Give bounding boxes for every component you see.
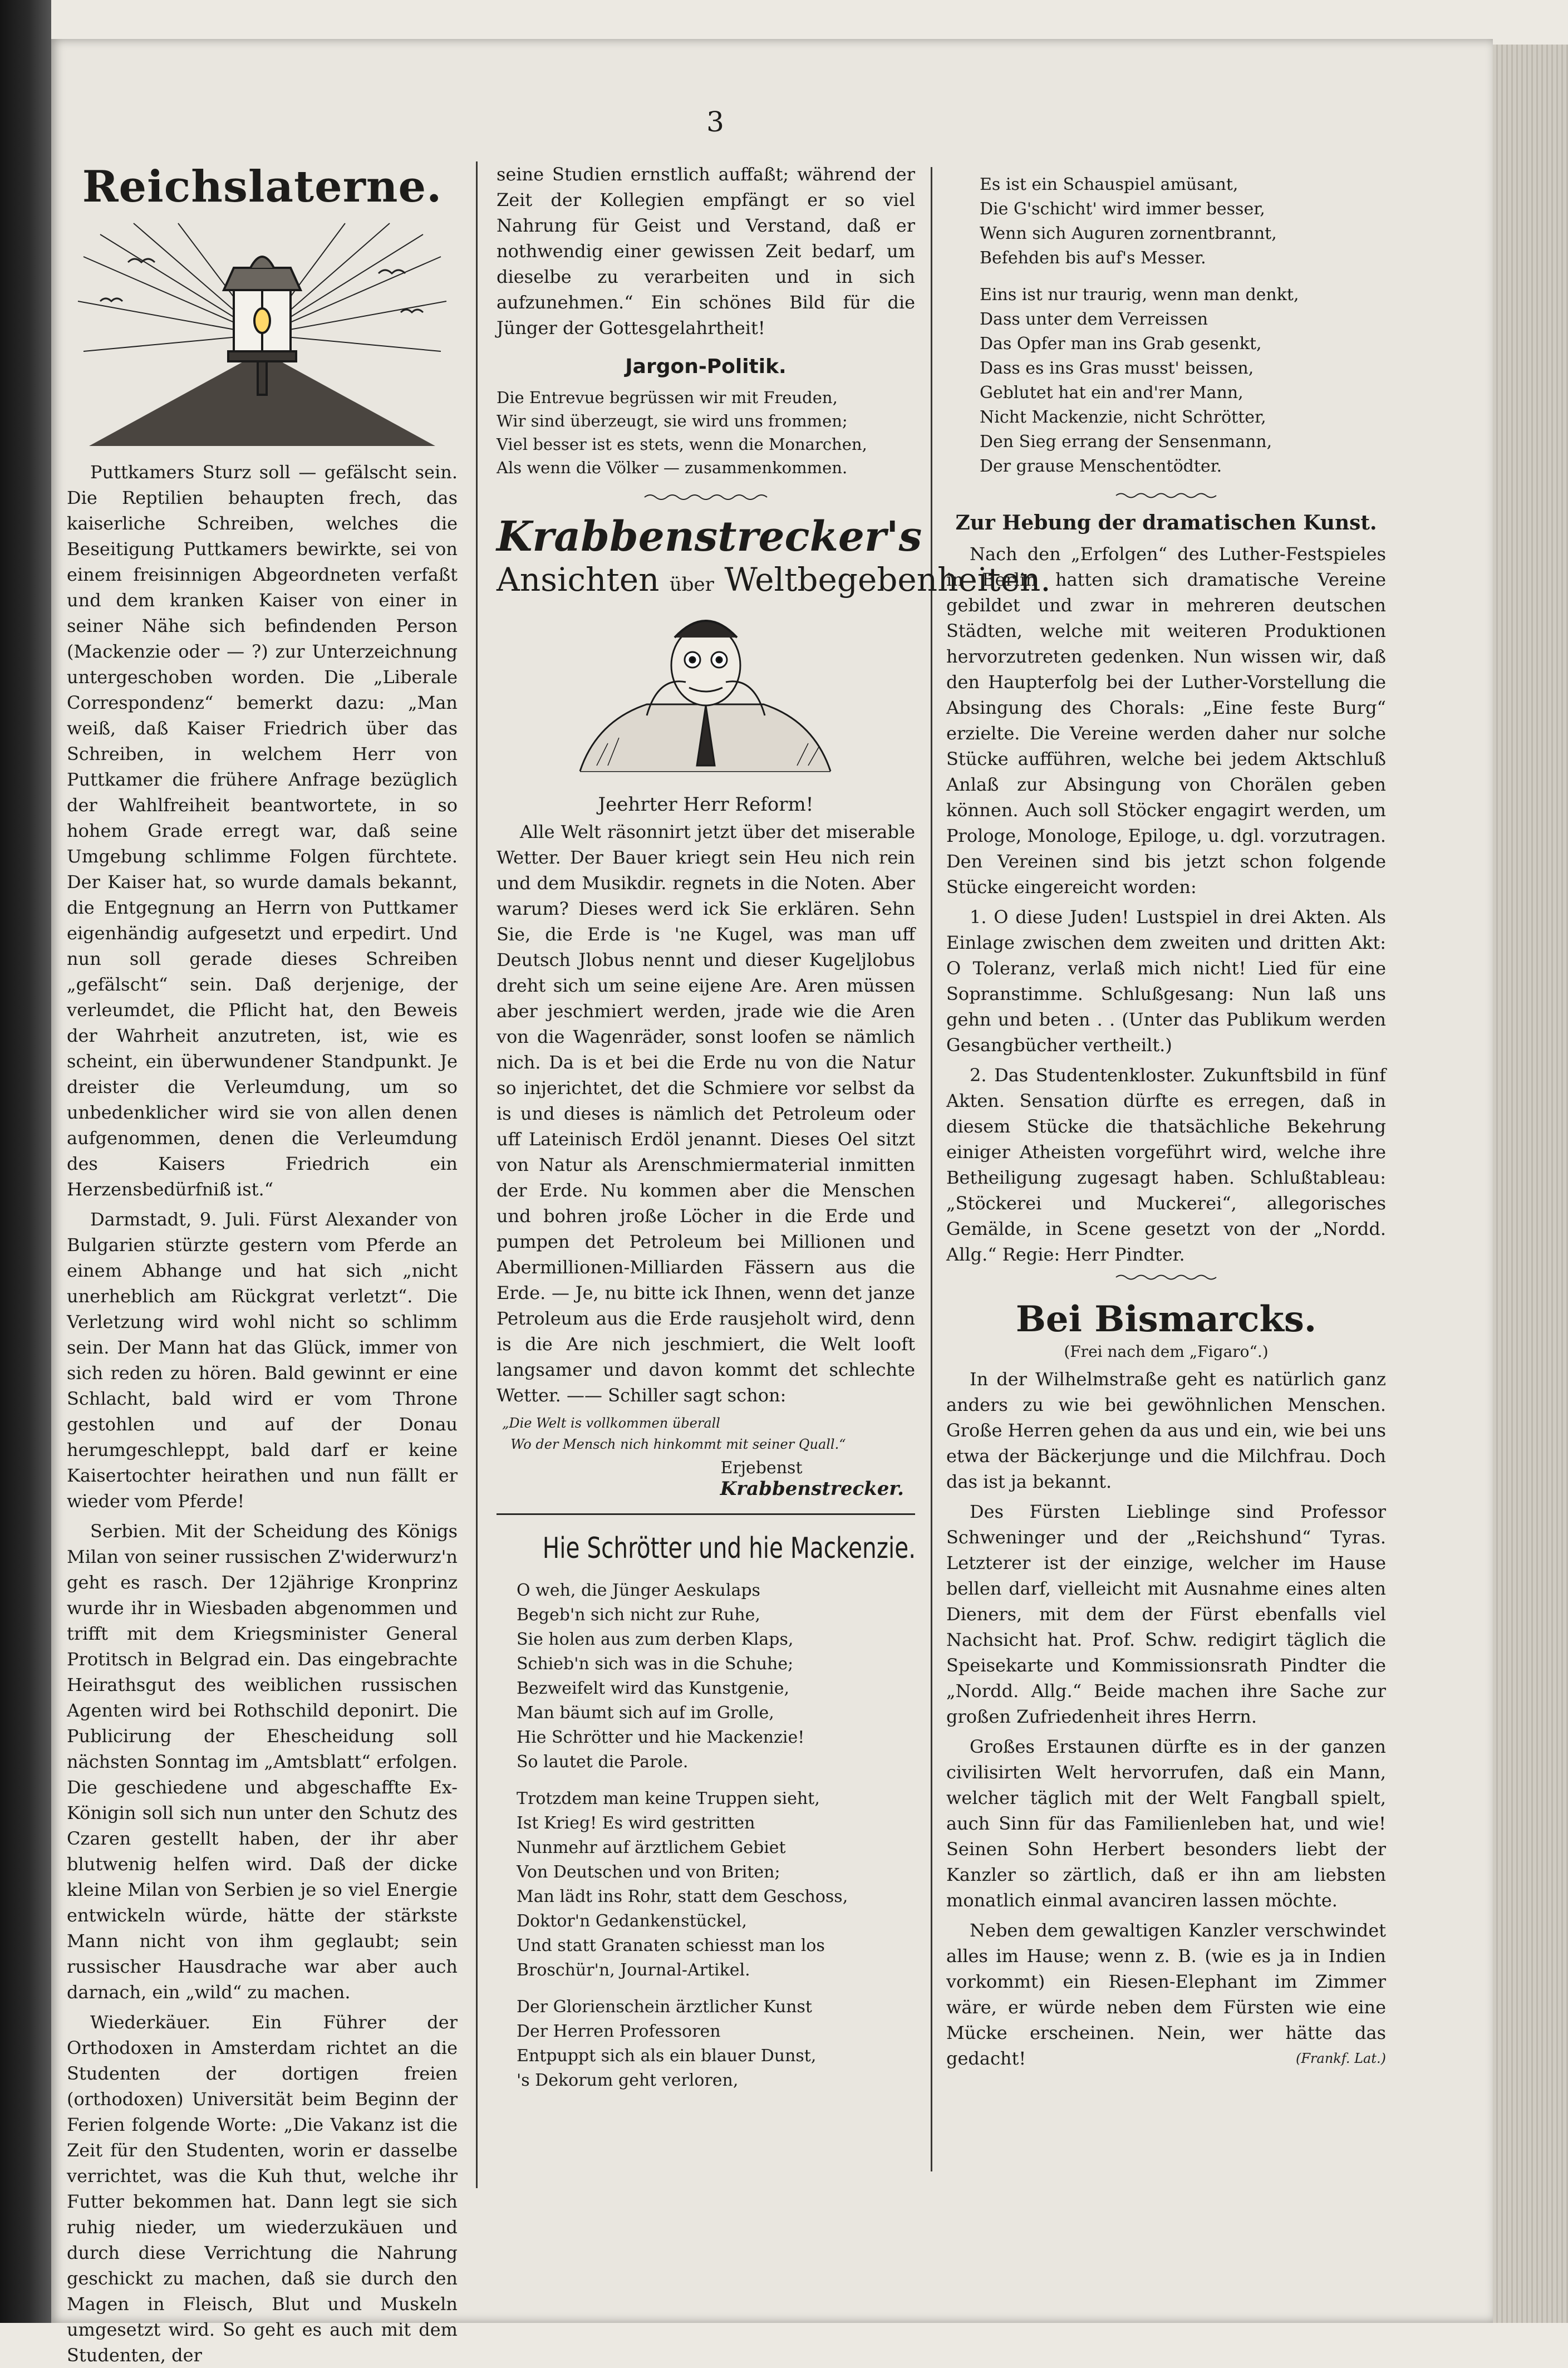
hie-verse-1: O weh, die Jünger Aeskulaps Begeb'n sich nicht zur Ruhe, Sie holen aus zum derben Klaps, Schieb'n sich was in die Schuhe; Bezweifelt wird das Kunstgenie, Man bäumt sich auf im Grolle, Hie Schrötter und hie Mackenzie! So lautet die Parole.: [517, 1581, 805, 1772]
article-wiederkaeuer: Wiederkäuer. Ein Führer der Orthodoxen in Amsterdam richtet an die Studenten der dortigen freien (orthodoxen) Universität beim Beginn der Ferien folgende Worte: „Die Vakanz ist die Zeit für den Studenten, worin er dasselbe verrichtet, was die Kuh thut, welche ihr Futter bekommen hat. Dann legt sie sich ruhig nieder, um wiederzukäuen und durch diese Verrichtung die Nahrung geschickt zu machen, daß sie durch den Magen in Fleisch, Blut und Muskeln umgesetzt wird. So geht es auch mit dem Studenten, der: [67, 2012, 458, 2366]
mackenzie-verse-5: Eins ist nur traurig, wenn man denkt, Dass unter dem Verreissen Das Opfer man ins Grab gesenkt, Dass es ins Gras musst' beissen, Geblutet hat ein and'rer Mann, Nicht Mackenzie, nicht Schrötter, Den Sieg errang der Sensenmann, Der grause Menschentödter.: [980, 285, 1299, 476]
subtitle-part: über: [669, 573, 714, 596]
letter-closing: Erjebenst: [720, 1458, 803, 1478]
bismarcks-subtitle: (Frei nach dem „Figaro“.): [1064, 1342, 1269, 1361]
subtitle-part: Ansichten: [497, 561, 660, 599]
ornament-divider: [1116, 491, 1216, 500]
hie-schroetter-title: Hie Schrötter und hie Mackenzie.: [542, 1532, 916, 1565]
bismarcks-title: Bei Bismarcks.: [1015, 1298, 1317, 1340]
lantern-illustration: [67, 223, 458, 457]
jargon-politik-verse: Die Entrevue begrüssen wir mit Freuden, Wir sind überzeugt, sie wird uns frommen; Viel besser ist es stets, wenn die Monarchen, Als wenn die Völker — zusammenkommen.: [497, 388, 867, 477]
hie-verse-3: Der Glorienschein ärztlicher Kunst Der Herren Professoren Entpuppt sich als ein blauer Dunst, 's Dekorum geht verloren,: [517, 1997, 817, 2090]
ornament-divider: [1116, 1273, 1216, 1282]
book-binding: [0, 0, 51, 2323]
bismarcks-paragraph: [946, 1918, 1386, 2071]
article-serbien: Serbien. Mit der Scheidung des Königs Milan von seiner russischen Z'widerwurz'n geht es rasch. Der 12jährige Kronprinz wurde ihr in Wiesbaden abgenommen und trifft mit dem Kriegsminister General Protitsch in Belgrad ein. Das eingebrachte Heirathsgut des weiblichen russischen Agenten wird bei Rothschild deponirt. Die Publicirung der Ehescheidung soll nächsten Sonntag im „Amtsblatt“ erfolgen. Die geschiedene und abgeschaffte Ex-Königin soll sich nun unter den Schutz des Czaren gestellt haben, der ihr aber blutwenig helfen wird. Daß der dicke kleine Milan von Serbien je so viel Energie entwickeln würde, hätte der stärkste Mann nicht von ihm geglaubt; sein russischer Hausdrache war aber auch darnach, ein „wild“ zu machen.: [67, 1521, 458, 2003]
column-rule: [931, 167, 932, 2171]
bismarcks-last-text: Neben dem gewaltigen Kanzler verschwindet alles im Hause; wenn z. B. (wie es ja in Indien vorkommt) ein Riesen-Elephant im Zimmer wäre, er würde neben dem Fürsten wie eine Mücke erscheinen. Nein, wer hätte das gedacht!: [946, 1920, 1386, 2069]
hebung-item-1: 1. O diese Juden! Lustspiel in drei Akten. Als Einlage zwischen dem zweiten und dritten Akt: O Toleranz, verlaß mich nicht! Lied für eine Sopranstimme. Schlußgesang: Nun laß uns gehn und beten . . (Unter das Publikum werden Gesangbücher vertheilt.): [946, 906, 1386, 1056]
krabbenstrecker-title: Krabbenstrecker's: [497, 513, 922, 561]
page-edges: [1493, 45, 1568, 2323]
letter-salutation: Jeehrter Herr Reform!: [598, 793, 814, 816]
column-3: [946, 161, 1386, 2188]
column-rule: [476, 161, 478, 2188]
hie-verse-2: Trotzdem man keine Truppen sieht, Ist Krieg! Es wird gestritten Nunmehr auf ärztlichem Gebiet Von Deutschen und von Briten; Man lädt ins Rohr, statt dem Geschoss, Doktor'n Gedankenstückel, Und statt Granaten schiesst man los Broschür'n, Journal-Artikel.: [517, 1789, 848, 1980]
article-darmstadt: Darmstadt, 9. Juli. Fürst Alexander von Bulgarien stürzte gestern vom Pferde an einem Abhange und hat sich „nicht unerheblich am Rückgrat verletzt“. Die Verletzung wird wohl nicht so schlimm sein. Der Mann hat das Glück, immer von sich reden zu hören. Bald gewinnt er eine Schlacht, bald wird er vom Throne gestohlen und auf der Donau herumgeschleppt, bald darf er keine Kaisertochter heirathen und nun fällt er wieder vom Pferde!: [67, 1209, 458, 1512]
hebung-title: Zur Hebung der dramatischen Kunst.: [955, 511, 1377, 535]
jargon-politik-title: Jargon-Politik.: [625, 355, 787, 378]
bismarcks-paragraph: Großes Erstaunen dürfte es in der ganzen civilisirten Welt hervorrufen, daß ein Mann, welcher täglich mit der Welt Fangball spielt, auch Sinn für das Familienleben hat, und wie! Seinen Sohn Herbert besonders liebt der Kanzler so zärtlich, daß er ihn am liebsten monatlich einmal avanciren lassen möchte.: [946, 1736, 1386, 1911]
page-number: 3: [706, 106, 724, 138]
letter-signature: Krabbenstrecker.: [720, 1478, 904, 1500]
bismarcks-paragraph: Des Fürsten Lieblinge sind Professor Schweninger und der „Reichshund“ Tyras. Letzterer ist der einzige, welcher im Hause bellen darf, vielleicht mit Ausnahme eines alten Dieners, mit dem der Fürst ebenfalls viel Nachsicht hat. Prof. Schw. redigirt täglich die Speisekarte und Kommissionsrath Pindter die „Nordd. Allg.“ Beide machen ihre Sache zur großen Zufriedenheit ihres Herrn.: [946, 1501, 1386, 1727]
ornament-divider: [645, 492, 767, 503]
article-puttkamer: Puttkamers Sturz soll — gefälscht sein. Die Reptilien behaupten frech, das kaiserliche Schreiben, welches die Beseitigung Puttkamers bewirkte, sei von einem freisinnigen Abgeordneten verfaßt und dem kranken Kaiser von einer in seiner Nähe sich befindenden Person (Mackenzie oder — ?) zur Unterzeichnung untergeschoben worden. Die „Liberale Correspondenz“ bemerkt dazu: „Man weiß, daß Kaiser Friedrich über das Schreiben, in welchem Herr von Puttkamer die frühere Anfrage bezüglich der Wahlfreiheit beantwortete, in so hohem Grade erregt war, daß seine Umgebung schlimme Folgen fürchtete. Der Kaiser hat, so wurde damals bekannt, die Entgegnung an Herrn von Puttkamer eigenhändig aufgesetzt und erpedirt. Und nun soll gerade dieses Schreiben „gefälscht“ sein. Daß derjenige, der verleumdet, die Pflicht hat, den Beweis der Wahrheit anzutreten, ist, wie es scheint, ein überwundener Standpunkt. Je dreister die Verleumdung, um so unbedenklicher wird sie von allen denen aufgenommen, denen die Verleumdung des Kaisers Friedrich ein Herzensbedürfniß ist.“: [67, 462, 458, 1200]
bismarcks-paragraph: In der Wilhelmstraße geht es natürlich ganz anders zu wie bei gewöhnlichen Menschen. Große Herren gehen da aus und ein, wie bei uns etwa der Bäckerjunge und die Milchfrau. Doch das ist ja bekannt.: [946, 1369, 1386, 1492]
krabbenstrecker-portrait: [497, 604, 915, 788]
krabbenstrecker-letter: Alle Welt räsonnirt jetzt über det miserable Wetter. Der Bauer kriegt sein Heu nich rein und dem Musikdir. regnets in die Noten. Aber warum? Dieses werd ick Sie erklären. Sehn Sie, die Erde is 'ne Kugel, was man uff Deutsch Jlobus nennt und dieser Kugeljlobus dreht sich um seine eijene Are. Aren müssen aber jeschmiert werden, jrade wie die Aren von die Wagenräder, sonst loofen se nämlich nich. Da is et bei die Erde nu von die Natur so injerichtet, det die Schmiere vor selbst da is und dieses is nämlich det Petroleum oder uff Lateinisch Erdöl jenannt. Dieses Oel sitzt von Natur als Arenschmiermaterial inmitten der Erde. Nu kommen aber die Menschen und bohren jroße Löcher in die Erde und pumpen det Petroleum bei Millionen und Abermillionen-Milliarden Fässern aus die Erde. — Je, nu bitte ick Ihnen, wenn det janze Petroleum aus die Erde rausjeholt wird, denn is die Are nich jeschmiert, die Welt looft langsamer und davon kommt det schlechte Wetter. —— Schiller sagt schon:: [497, 821, 915, 1406]
mackenzie-verse-4: Es ist ein Schauspiel amüsant, Die G'schicht' wird immer besser, Wenn sich Auguren zornentbrannt, Befehden bis auf's Messer.: [980, 175, 1277, 268]
reichslaterne-title: Reichslaterne.: [82, 161, 443, 212]
schiller-quote: „Die Welt is vollkommen überall Wo der Mensch nich hinkommt mit seiner Quall.“: [502, 1415, 846, 1452]
article-continuation: seine Studien ernstlich auffaßt; während der Zeit der Kollegien empfängt er so viel Nahrung für Geist und Verstand, daß er nothwendig einer gewissen Zeit bedarf, um dieselbe zu verarbeiten und in sich aufzunehmen.“ Ein schönes Bild für die Jünger der Gottesgelahrtheit!: [497, 164, 915, 339]
source-credit: (Frankf. Lat.): [1296, 2051, 1386, 2066]
krabbenstrecker-subtitle: [497, 561, 1051, 599]
hebung-item-2: 2. Das Studentenkloster. Zukunftsbild in fünf Akten. Sensation dürfte es erregen, daß in diesem Stücke die thatsächliche Bekehrung einiger Atheisten vorgeführt wird, welche ihre Betheiligung zugesagt haben. Schlußtableau: „Stöckerei und Muckerei“, allegorisches Gemälde, in Scene gesetzt von der „Nordd. Allg.“ Regie: Herr Pindter.: [946, 1065, 1386, 1265]
section-divider: [497, 1513, 915, 1515]
column-2: [497, 161, 1051, 2199]
column-1: [67, 161, 458, 2366]
hebung-intro: Nach den „Erfolgen“ des Luther-Festspieles in Berlin hatten sich dramatische Vereine gebildet und zwar in mehreren deutschen Städten, welche mit weiteren Produktionen hervorzutreten gedenken. Nun wissen wir, daß den Haupterfolg bei der Luther-Vorstellung die Absingung des Chorals: „Eine feste Burg“ erzielte. Die Vereine werden daher nur solche Stücke aufführen, welche bei jedem Aktschluß Anlaß zur Absingung von Chorälen geben können. Auch soll Stöcker engagirt werden, um Prologe, Monologe, Epiloge, u. dgl. vorzutragen. Den Vereinen sind bis jetzt schon folgende Stücke eingereicht worden:: [946, 543, 1386, 898]
subtitle-part: Weltbegebenheiten.: [724, 561, 1051, 599]
